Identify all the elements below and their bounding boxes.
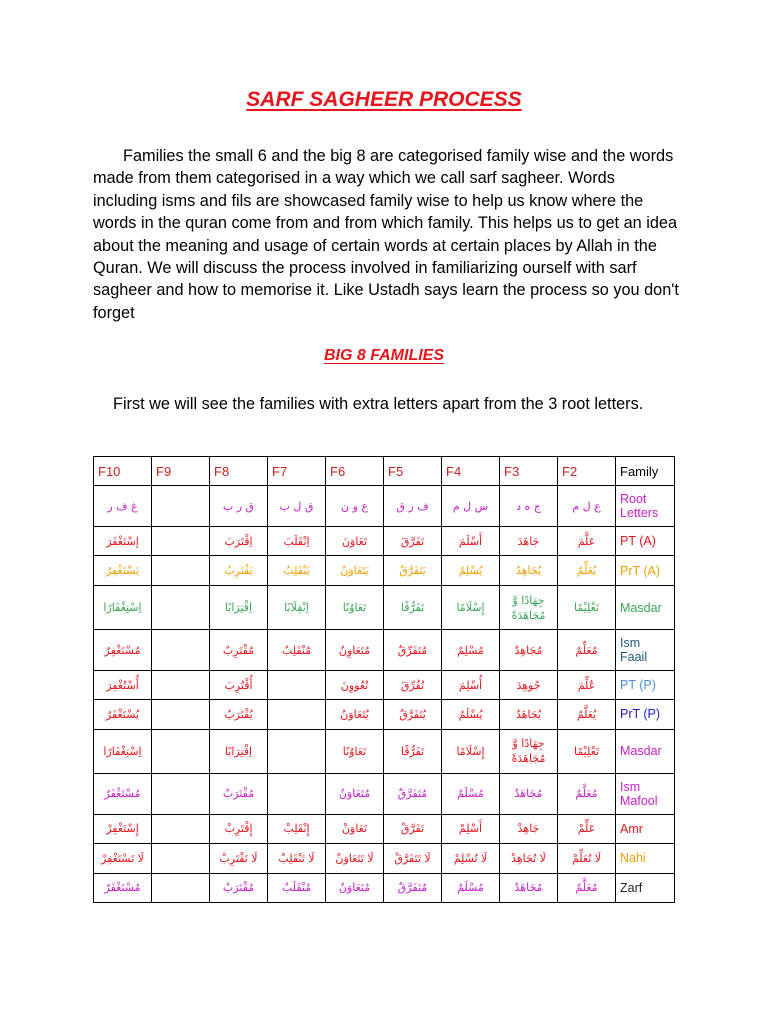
arabic-word-cell: مُسْلِمٌ [442, 630, 500, 671]
arabic-word-cell [152, 486, 210, 527]
arabic-word-cell: أَسْلِمْ [442, 814, 500, 843]
arabic-word-cell: مُسْلَمٌ [442, 873, 500, 902]
arabic-word-cell: ق ر ب [210, 486, 268, 527]
arabic-word-cell: مُجَاهَدٌ [500, 873, 558, 902]
arabic-word-cell: جَاهِدْ [500, 814, 558, 843]
row-label: Masdar [616, 729, 675, 774]
arabic-word-cell [152, 873, 210, 902]
arabic-word-cell: اِقْتَرَبَ [210, 526, 268, 555]
intro-paragraph: Families the small 6 and the big 8 are categorised family wise and the words made from them categorised in a way which we call sarf sagheer. Words including isms and fils are showcased family wise to help us know where the words in the quran come from and from which family. This helps us to get an idea about the meaning and usage of certain words at certain places by Allah in the Quran. We will discuss the process involved in familiarizing ourself with sarf sagheer and how to memorise it. Like Ustadh says learn the process so you don't forget [93, 147, 679, 322]
arabic-word-cell [268, 774, 326, 815]
arabic-word-cell: مُتَعَاوِنٌ [326, 630, 384, 671]
arabic-word-cell: مُقْتَرِبٌ [210, 630, 268, 671]
arabic-word-cell: جُوهِدَ [500, 670, 558, 699]
arabic-word-cell: مُسْتَغْفَرٌ [94, 774, 152, 815]
table-row [94, 526, 675, 555]
arabic-word-cell: أُسْتُغْفِرَ [94, 670, 152, 699]
arabic-word-cell: إِسْلَامًا [442, 729, 500, 774]
arabic-word-cell: يُتَفَرَّقُ [384, 700, 442, 729]
arabic-word-cell: يَتَفَرَّقُ [384, 556, 442, 585]
arabic-word-cell: غ ف ر [94, 486, 152, 527]
arabic-word-cell: ف ر ق [384, 486, 442, 527]
row-label: PrT (A) [616, 556, 675, 585]
arabic-word-cell: لَا تَتَفَرَّقْ [384, 844, 442, 873]
arabic-word-cell: ج ه د [500, 486, 558, 527]
arabic-word-cell: اِنْقِلَابًا [268, 585, 326, 630]
arabic-word-cell: تَفَرُّقًا [384, 585, 442, 630]
arabic-word-cell: أُقْتُرِبَ [210, 670, 268, 699]
arabic-word-cell: اِقْتِرَابًا [210, 729, 268, 774]
table-row [94, 700, 675, 729]
header-cell: F3 [500, 457, 558, 486]
arabic-word-cell: مُسْلَمٌ [442, 774, 500, 815]
arabic-word-cell: يُجَاهَدُ [500, 700, 558, 729]
arabic-word-cell: تَعَاوُنًا [326, 729, 384, 774]
arabic-word-cell: أَسْلَمَ [442, 526, 500, 555]
arabic-word-cell: إسْتَغْفَرَ [94, 526, 152, 555]
sarf-table [93, 456, 675, 903]
arabic-word-cell: لَا تَنْقَلِبْ [268, 844, 326, 873]
header-cell: F4 [442, 457, 500, 486]
arabic-word-cell [152, 526, 210, 555]
section-heading: BIG 8 FAMILIES [323, 347, 444, 364]
table-header-row [94, 457, 675, 486]
header-cell: F7 [268, 457, 326, 486]
arabic-word-cell: عَلَّمَ [558, 526, 616, 555]
arabic-word-cell: تَفَرُّقًا [384, 729, 442, 774]
arabic-word-cell [268, 670, 326, 699]
header-cell: F10 [94, 457, 152, 486]
arabic-word-cell: إِسْلَامًا [442, 585, 500, 630]
arabic-word-cell: يُقْتَرَبُ [210, 700, 268, 729]
arabic-word-cell: مُنْقَلِبٌ [268, 630, 326, 671]
arabic-word-cell: يَتَعَاوَنُ [326, 556, 384, 585]
arabic-word-cell: يُتَعَاوَنُ [326, 700, 384, 729]
table-row [94, 486, 675, 527]
arabic-word-cell: س ل م [442, 486, 500, 527]
arabic-word-cell: اِسْتِغْفَارًا [94, 585, 152, 630]
arabic-word-cell: مُعَلَّمٌ [558, 873, 616, 902]
page-title: SARF SAGHEER PROCESS [246, 88, 522, 111]
arabic-word-cell: تَعَاوُنًا [326, 585, 384, 630]
arabic-word-cell: مُعَلَّمٌ [558, 774, 616, 815]
table-row [94, 556, 675, 585]
arabic-word-cell: جِهَادًا وَّ مُجَاهَدَةً [500, 585, 558, 630]
arabic-word-cell [152, 630, 210, 671]
row-label: Ism Faail [616, 630, 675, 671]
arabic-word-cell: تَفَرَّقْ [384, 814, 442, 843]
arabic-word-cell: مُتَعَاوَنٌ [326, 774, 384, 815]
table-row [94, 873, 675, 902]
arabic-word-cell: يُسْلِمُ [442, 556, 500, 585]
arabic-word-cell: جَاهَدَ [500, 526, 558, 555]
arabic-word-cell: اِنْقَلَبَ [268, 526, 326, 555]
arabic-word-cell: مُنْقَلَبٌ [268, 873, 326, 902]
arabic-word-cell: إِسْتَغْفِرْ [94, 814, 152, 843]
arabic-word-cell: يُجَاهِدُ [500, 556, 558, 585]
arabic-word-cell: ق ل ب [268, 486, 326, 527]
arabic-word-cell: يَنْقَلِبُ [268, 556, 326, 585]
section-paragraph: First we will see the families with extra letters apart from the 3 root letters. [113, 395, 644, 413]
arabic-word-cell: يُسْتَغْفَرُ [94, 700, 152, 729]
arabic-word-cell: يُعَلَّمُ [558, 700, 616, 729]
arabic-word-cell: يُسْلَمُ [442, 700, 500, 729]
row-label: PT (P) [616, 670, 675, 699]
table-row [94, 774, 675, 815]
arabic-word-cell: لَا تَقْتَرِبْ [210, 844, 268, 873]
table-row [94, 814, 675, 843]
arabic-word-cell: مُسْتَغْفِرٌ [94, 630, 152, 671]
row-label: Zarf [616, 873, 675, 902]
arabic-word-cell: مُعَلِّمٌ [558, 630, 616, 671]
table-row [94, 844, 675, 873]
row-label: Masdar [616, 585, 675, 630]
header-cell: F9 [152, 457, 210, 486]
row-label: Root Letters [616, 486, 675, 527]
arabic-word-cell: مُقْتَرَبٌ [210, 774, 268, 815]
arabic-word-cell: لَا تُجَاهِدْ [500, 844, 558, 873]
arabic-word-cell: مُتَفَرَّقٌ [384, 774, 442, 815]
arabic-word-cell: اِسْتِغْفَارًا [94, 729, 152, 774]
arabic-word-cell [152, 774, 210, 815]
arabic-word-cell [152, 814, 210, 843]
table-row [94, 729, 675, 774]
arabic-word-cell: يُعَلِّمُ [558, 556, 616, 585]
arabic-word-cell [152, 844, 210, 873]
arabic-word-cell: ع و ن [326, 486, 384, 527]
arabic-word-cell: لَا تَتَعَاوَنْ [326, 844, 384, 873]
arabic-word-cell: مُسْتَغْفَرٌ [94, 873, 152, 902]
header-cell: F6 [326, 457, 384, 486]
arabic-word-cell: تَعَاوَنْ [326, 814, 384, 843]
row-label: Nahi [616, 844, 675, 873]
arabic-word-cell: لَا تُسْلِمْ [442, 844, 500, 873]
arabic-word-cell: جِهَادًا وَّ مُجَاهَدَةً [500, 729, 558, 774]
arabic-word-cell: لَا تَسْتَغْفِرْ [94, 844, 152, 873]
arabic-word-cell [152, 700, 210, 729]
arabic-word-cell: يَقْتَرِبُ [210, 556, 268, 585]
arabic-word-cell: لَا تُعَلِّمْ [558, 844, 616, 873]
row-label: Ism Mafool [616, 774, 675, 815]
header-cell: F5 [384, 457, 442, 486]
header-cell: Family [616, 457, 675, 486]
row-label: PrT (P) [616, 700, 675, 729]
arabic-word-cell: مُقْتَرَبٌ [210, 873, 268, 902]
arabic-word-cell: مُتَفَرَّقٌ [384, 873, 442, 902]
arabic-word-cell [152, 585, 210, 630]
arabic-word-cell: يَسْتَغْفِرُ [94, 556, 152, 585]
arabic-word-cell: عُلِّمَ [558, 670, 616, 699]
arabic-word-cell [268, 729, 326, 774]
arabic-word-cell: تُعُووِنَ [326, 670, 384, 699]
arabic-word-cell: إِنْقَلِبْ [268, 814, 326, 843]
arabic-word-cell: مُجَاهِدٌ [500, 630, 558, 671]
arabic-word-cell [152, 556, 210, 585]
arabic-word-cell: مُتَفَرِّقٌ [384, 630, 442, 671]
header-cell: F8 [210, 457, 268, 486]
arabic-word-cell: تَعْلِيْمًا [558, 585, 616, 630]
arabic-word-cell: ع ل م [558, 486, 616, 527]
table-row [94, 670, 675, 699]
arabic-word-cell: تُفُرِّقَ [384, 670, 442, 699]
arabic-word-cell: مُتَعَاوَنٌ [326, 873, 384, 902]
arabic-word-cell [268, 700, 326, 729]
row-label: PT (A) [616, 526, 675, 555]
arabic-word-cell [152, 729, 210, 774]
arabic-word-cell: إِقْتَرِبْ [210, 814, 268, 843]
arabic-word-cell [152, 670, 210, 699]
arabic-word-cell: اِقْتِرَابًا [210, 585, 268, 630]
row-label: Amr [616, 814, 675, 843]
arabic-word-cell: أُسْلِمَ [442, 670, 500, 699]
arabic-word-cell: تَعْلِيْمًا [558, 729, 616, 774]
arabic-word-cell: مُجَاهَدٌ [500, 774, 558, 815]
table-row [94, 630, 675, 671]
arabic-word-cell: عَلِّمْ [558, 814, 616, 843]
table-row [94, 585, 675, 630]
arabic-word-cell: تَفَرَّقَ [384, 526, 442, 555]
arabic-word-cell: تَعَاوَنَ [326, 526, 384, 555]
header-cell: F2 [558, 457, 616, 486]
